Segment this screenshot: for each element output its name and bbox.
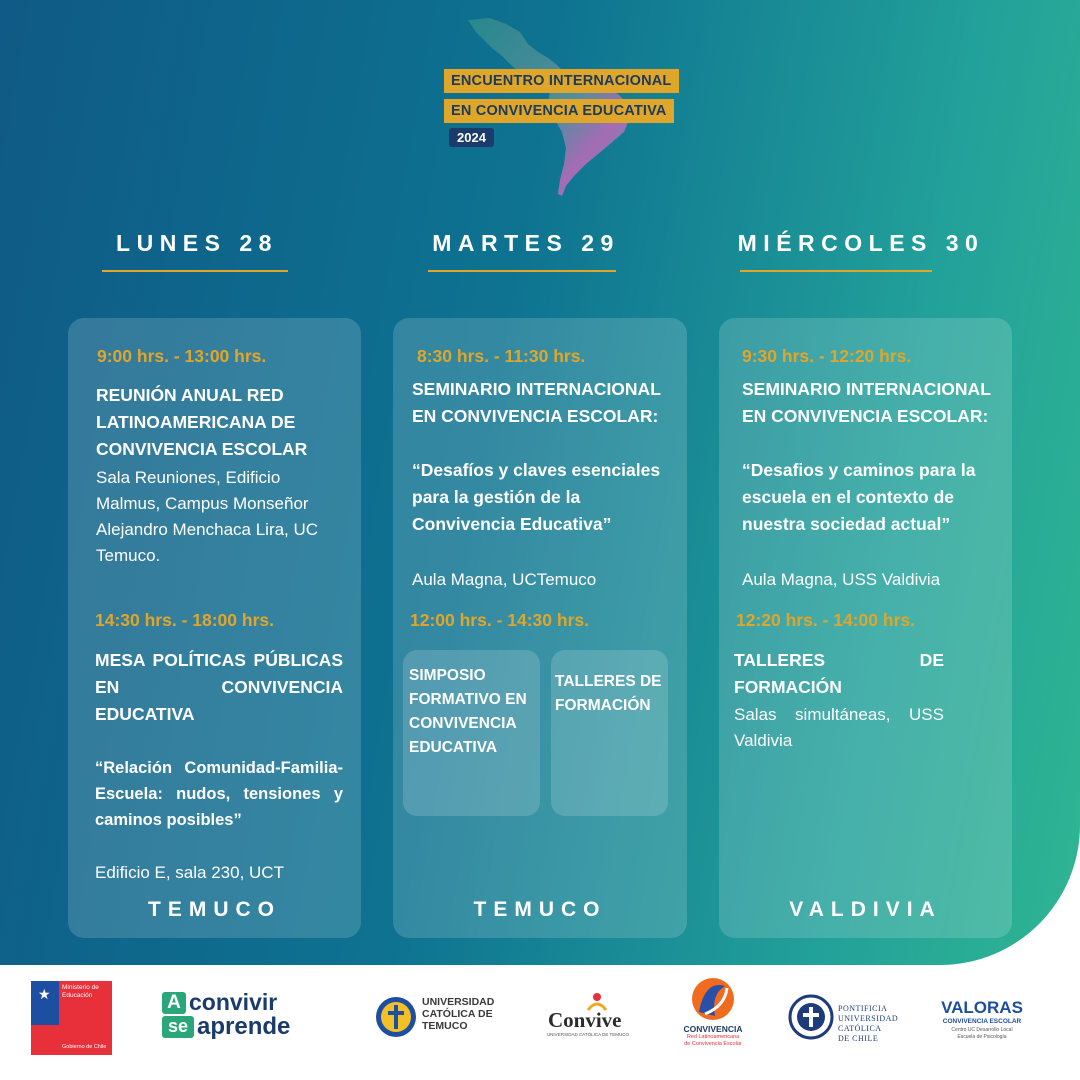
session-location: Sala Reuniones, Edificio Malmus, Campus Monseñor Alejandro Menchaca Lira, UC Temuco. <box>96 468 319 565</box>
day-divider <box>428 270 616 272</box>
session-time: 9:30 hrs. - 12:20 hrs. <box>742 346 912 366</box>
session-location: Edificio E, sala 230, UCT <box>95 863 284 882</box>
session-location: Salas simultáneas, USS Valdivia <box>734 705 944 750</box>
parallel-session-label: SIMPOSIO FORMATIVO EN CONVIVENCIA EDUCATIVA <box>409 667 527 756</box>
parallel-session-label: TALLERES DE FORMACIÓN <box>555 673 662 714</box>
puc-seal-icon <box>788 986 834 1048</box>
city-label: TEMUCO <box>148 898 281 921</box>
session-location: Aula Magna, USS Valdivia <box>742 570 941 589</box>
session-title: TALLERES DE FORMACIÓN <box>734 650 944 697</box>
mineduc-footer: Gobierno de Chile <box>62 1044 107 1050</box>
session-subtitle: “Relación Comunidad-Familia-Escuela: nudos, tensiones y caminos posibles” <box>95 759 343 829</box>
session-subtitle: “Desafíos y claves esenciales para la gestión de la Convivencia Educativa” <box>412 460 661 534</box>
city-label: VALDIVIA <box>789 898 942 921</box>
event-title-line1: ENCUENTRO INTERNACIONAL <box>444 69 679 93</box>
day-divider <box>740 270 932 272</box>
session-title: SEMINARIO INTERNACIONAL EN CONVIVENCIA ESCOLAR: <box>742 379 991 426</box>
session-time: 12:20 hrs. - 14:00 hrs. <box>736 610 915 630</box>
session-location: Aula Magna, UCTemuco <box>412 570 597 589</box>
session-time: 14:30 hrs. - 18:00 hrs. <box>95 610 274 630</box>
session-title: REUNIÓN ANUAL RED LATINOAMERICANA DE CONVIVENCIA ESCOLAR <box>96 385 308 459</box>
day-title-tuesday: MARTES 29 <box>432 230 620 256</box>
session-time: 8:30 hrs. - 11:30 hrs. <box>417 346 586 366</box>
mineduc-name: Ministerio de Educación <box>62 984 99 999</box>
session-time: 9:00 hrs. - 13:00 hrs. <box>97 346 267 366</box>
convive-logo: Convive UNIVERSIDAD CATÓLICA DE TEMUCO <box>546 992 630 1040</box>
red-latinoamericana-logo: CONVIVENCIA Red Latinoamericana de Convivencia Escolar <box>680 976 746 1052</box>
day-title-wednesday: MIÉRCOLES 30 <box>737 230 985 256</box>
puc-logo: PONTIFICIA UNIVERSIDAD CATÓLICA DE CHILE <box>788 986 902 1052</box>
session-subtitle: “Desafios y caminos para la escuela en el contexto de nuestra sociedad actual” <box>742 460 976 534</box>
event-year-badge: 2024 <box>449 128 494 147</box>
red-convivencia-swirl-icon <box>685 976 741 1022</box>
city-label: TEMUCO <box>473 898 607 921</box>
uct-logo: UNIVERSIDAD CATÓLICA DE TEMUCO <box>375 994 505 1040</box>
session-time: 12:00 hrs. - 14:30 hrs. <box>410 610 589 630</box>
chile-star-icon: ★ <box>38 986 51 1002</box>
session-title: MESA POLÍTICAS PÚBLICAS EN CONVIVENCIA EDUCATIVA <box>95 650 343 724</box>
day-divider <box>102 270 288 272</box>
uct-shield-icon <box>375 996 417 1038</box>
aconvivir-seaprende-logo: A convivir se aprende <box>162 992 337 1040</box>
day-title-monday: LUNES 28 <box>116 230 278 256</box>
mineduc-logo <box>31 981 112 1055</box>
event-title-line2: EN CONVIVENCIA EDUCATIVA <box>444 99 674 123</box>
session-title: SEMINARIO INTERNACIONAL EN CONVIVENCIA ESCOLAR: <box>412 379 661 426</box>
valoras-logo: VALORAS CONVIVENCIA ESCOLAR Centro UC Desarrollo Local Escuela de Psicología <box>941 998 1023 1040</box>
